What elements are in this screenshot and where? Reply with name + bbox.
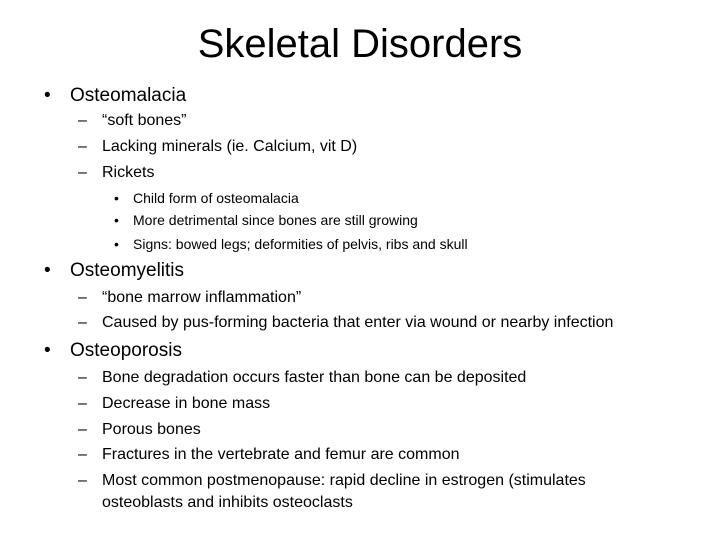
bullet: • bbox=[114, 190, 119, 206]
list-item-text: Bone degradation occurs faster than bone can be deposited bbox=[102, 369, 527, 386]
dash: – bbox=[78, 112, 87, 129]
list-item-text: “soft bones” bbox=[102, 112, 187, 129]
dash: – bbox=[78, 472, 87, 489]
list-item-text: Decrease in bone mass bbox=[102, 395, 271, 412]
sub-list-item-text: Child form of osteomalacia bbox=[133, 190, 299, 206]
list-item-text: Fractures in the vertebrate and femur are common bbox=[102, 446, 460, 463]
dash: – bbox=[78, 369, 87, 386]
list-item-text: “bone marrow inflammation” bbox=[102, 289, 302, 306]
section-heading: Osteomalacia bbox=[70, 85, 187, 106]
dash: – bbox=[78, 446, 87, 463]
dash: – bbox=[78, 138, 87, 155]
bullet: • bbox=[44, 260, 51, 281]
bullet: • bbox=[44, 340, 51, 361]
section-heading: Osteomyelitis bbox=[70, 260, 185, 281]
sub-list-item-text: Signs: bowed legs; deformities of pelvis, ribs and skull bbox=[133, 236, 468, 252]
dash: – bbox=[78, 289, 87, 306]
list-item-text: Caused by pus-forming bacteria that enter via wound or nearby infection bbox=[102, 314, 614, 331]
bullet: • bbox=[114, 212, 119, 228]
dash: – bbox=[78, 314, 87, 331]
bullet: • bbox=[44, 85, 51, 106]
slide-title: Skeletal Disorders bbox=[197, 22, 523, 66]
list-item-text: osteoblasts and inhibits osteoclasts bbox=[102, 494, 353, 511]
list-item-text: Most common postmenopause: rapid decline in estrogen (stimulates bbox=[102, 472, 586, 489]
sub-list-item-text: More detrimental since bones are still growing bbox=[133, 212, 418, 228]
dash: – bbox=[78, 421, 87, 438]
list-item-text: Lacking minerals (ie. Calcium, vit D) bbox=[102, 138, 358, 155]
section-heading: Osteoporosis bbox=[70, 340, 182, 361]
list-item-text: Porous bones bbox=[102, 421, 201, 438]
dash: – bbox=[78, 395, 87, 412]
list-item-text: Rickets bbox=[102, 164, 155, 181]
bullet: • bbox=[114, 236, 119, 252]
dash: – bbox=[78, 164, 87, 181]
